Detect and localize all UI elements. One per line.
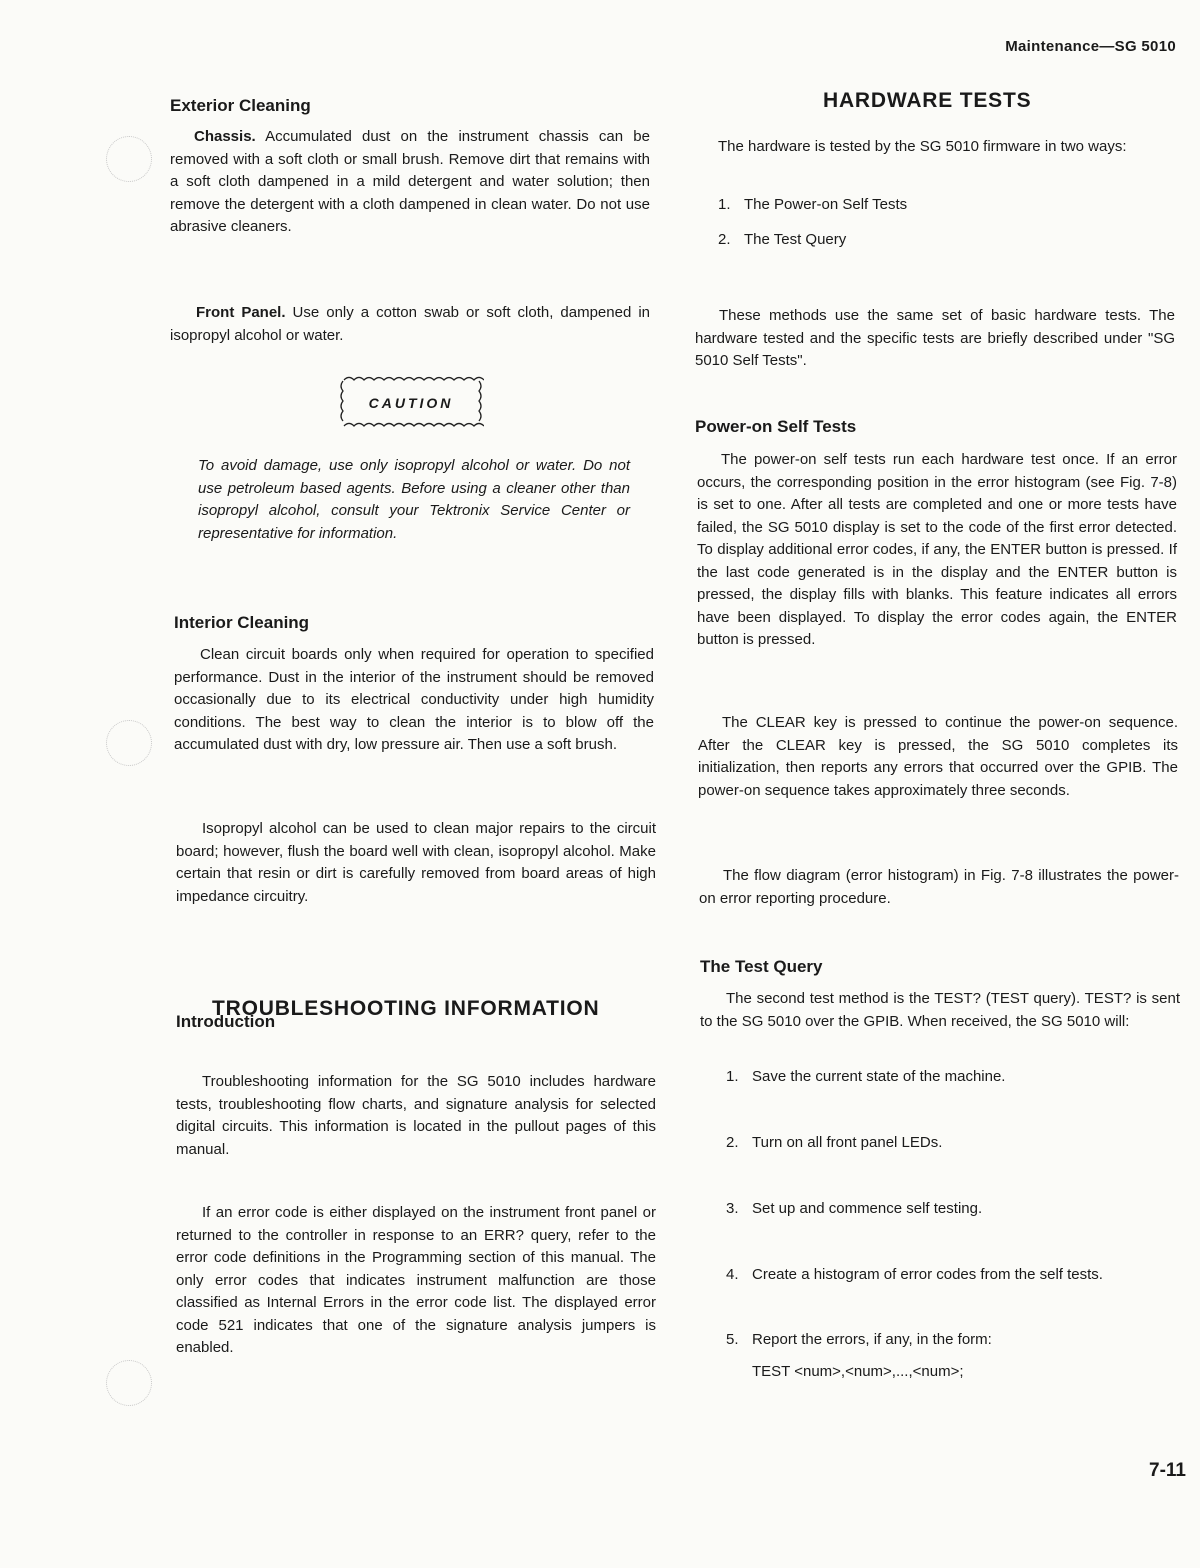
test-query-list-item	[726, 1329, 992, 1351]
running-head: Maintenance—SG 5010	[1005, 38, 1176, 55]
introduction-paragraph-2: If an error code is either displayed on the instrument front panel or returned to the controller in response to an ERR? query, refer to the error code definitions in the Programming section of this manual. The only error codes that indicates instrument malfunction are those classified as Internal Errors in the error code list. The displayed error code 521 indicates that one of the signature analysis jumpers is enabled.	[176, 1204, 656, 1356]
punch-hole-bottom	[106, 1360, 152, 1406]
test-query-list-text: Set up and commence self testing.	[752, 1200, 983, 1217]
power-on-paragraph-3: The flow diagram (error histogram) in Fig. 7-8 illustrates the power-on error reporting procedure.	[699, 867, 1179, 907]
punch-hole-top	[106, 136, 152, 182]
exterior-cleaning-heading: Exterior Cleaning	[170, 96, 311, 115]
test-query-list-item	[726, 1066, 1005, 1088]
hardware-paragraph-2: These methods use the same set of basic hardware tests. The hardware tested and the specific tests are briefly described under "SG 5010 Self Tests".	[695, 307, 1175, 369]
chassis-paragraph	[170, 126, 650, 239]
interior-cleaning-heading: Interior Cleaning	[174, 613, 310, 632]
front-panel-lead: Front Panel.	[196, 304, 286, 321]
test-query-list-number: 2.	[726, 1134, 739, 1151]
caution-box	[338, 372, 484, 434]
test-query-list-text: Turn on all front panel LEDs.	[752, 1134, 943, 1151]
introduction-heading: Introduction	[176, 1012, 276, 1031]
chassis-lead: Chassis.	[194, 128, 256, 145]
hardware-list-number: 2.	[718, 231, 731, 248]
hardware-list-number: 1.	[718, 196, 731, 213]
page-number: 7-11	[1149, 1460, 1186, 1481]
test-query-paragraph: The second test method is the TEST? (TEST query). TEST? is sent to the SG 5010 over the GPIB. When received, the SG 5010 will:	[700, 990, 1180, 1030]
test-query-list-number: 5.	[726, 1331, 739, 1348]
interior-paragraph-2: Isopropyl alcohol can be used to clean major repairs to the circuit board; however, flush the board well with clean, isopropyl alcohol. Make certain that resin or dirt is carefully removed from board areas of high impedance circuitry.	[176, 820, 656, 905]
caution-text: To avoid damage, use only isopropyl alcohol or water. Do not use petroleum based agents. Before using a cleaner other than isopropyl alcohol, consult your Tektronix Service Center or representative for information.	[198, 457, 630, 542]
power-on-self-tests-heading: Power-on Self Tests	[695, 417, 857, 436]
punch-hole-middle	[106, 720, 152, 766]
test-query-list-item	[726, 1132, 942, 1154]
troubleshooting-heading: TROUBLESHOOTING INFORMATION	[212, 997, 600, 1020]
test-query-list-number: 4.	[726, 1266, 739, 1283]
test-response-format: TEST <num>,<num>,...,<num>;	[752, 1363, 964, 1380]
hardware-list-item	[718, 194, 907, 216]
front-panel-text: Use only a cotton swab or soft cloth, dampened in isopropyl alcohol or water.	[170, 304, 650, 344]
power-on-paragraph-2: The CLEAR key is pressed to continue the power-on sequence. After the CLEAR key is pressed, the SG 5010 completes its initialization, then reports any errors that occurred over the GPIB. The power-on sequence takes approximately three seconds.	[698, 714, 1178, 799]
chassis-text: Accumulated dust on the instrument chassis can be removed with a soft cloth or small brush. Remove dirt that remains with a soft cloth dampened in a mild detergent and water solution; then remove the detergent with a cloth dampened in clean water. Do not use abrasive cleaners.	[170, 128, 650, 235]
hardware-tests-heading: HARDWARE TESTS	[823, 89, 1032, 112]
test-query-list-text: Save the current state of the machine.	[752, 1068, 1006, 1085]
introduction-paragraph-1: Troubleshooting information for the SG 5010 includes hardware tests, troubleshooting flow charts, and signature analysis for selected digital circuits. This information is located in the pullout pages of this manual.	[176, 1073, 656, 1158]
front-panel-paragraph	[170, 302, 650, 347]
test-query-list-number: 1.	[726, 1068, 739, 1085]
test-query-list-text: Create a histogram of error codes from the self tests.	[752, 1266, 1103, 1283]
test-query-list-text: Report the errors, if any, in the form:	[752, 1331, 992, 1348]
hardware-list-text: The Power-on Self Tests	[744, 196, 908, 213]
test-query-heading: The Test Query	[700, 957, 823, 976]
interior-paragraph-1: Clean circuit boards only when required for operation to specified performance. Dust in the interior of the instrument should be removed occasionally due to its electrical conductivity under high humidity conditions. The best way to clean the interior is to blow off the accumulated dust with dry, low pressure air. Then use a soft brush.	[174, 646, 654, 753]
hardware-list-item	[718, 229, 846, 251]
power-on-paragraph-1: The power-on self tests run each hardware test once. If an error occurs, the corresponding position in the error histogram (see Fig. 7-8) is set to one. After all tests are completed and one or more tests have failed, the SG 5010 display is set to the code of the first error detected. To display additional error codes, if any, the ENTER button is pressed. If the last code generated is in the display and the ENTER button is pressed, the display fills with blanks. This feature indicates all errors have been displayed. To display the error codes again, the ENTER button is pressed.	[697, 451, 1177, 648]
test-query-list-item	[726, 1198, 982, 1220]
caution-label: CAUTION	[368, 395, 454, 411]
hardware-list-text: The Test Query	[744, 231, 847, 248]
test-query-list-item	[726, 1264, 1103, 1286]
hardware-paragraph-1: The hardware is tested by the SG 5010 firmware in two ways:	[718, 138, 1127, 155]
test-query-list-number: 3.	[726, 1200, 739, 1217]
